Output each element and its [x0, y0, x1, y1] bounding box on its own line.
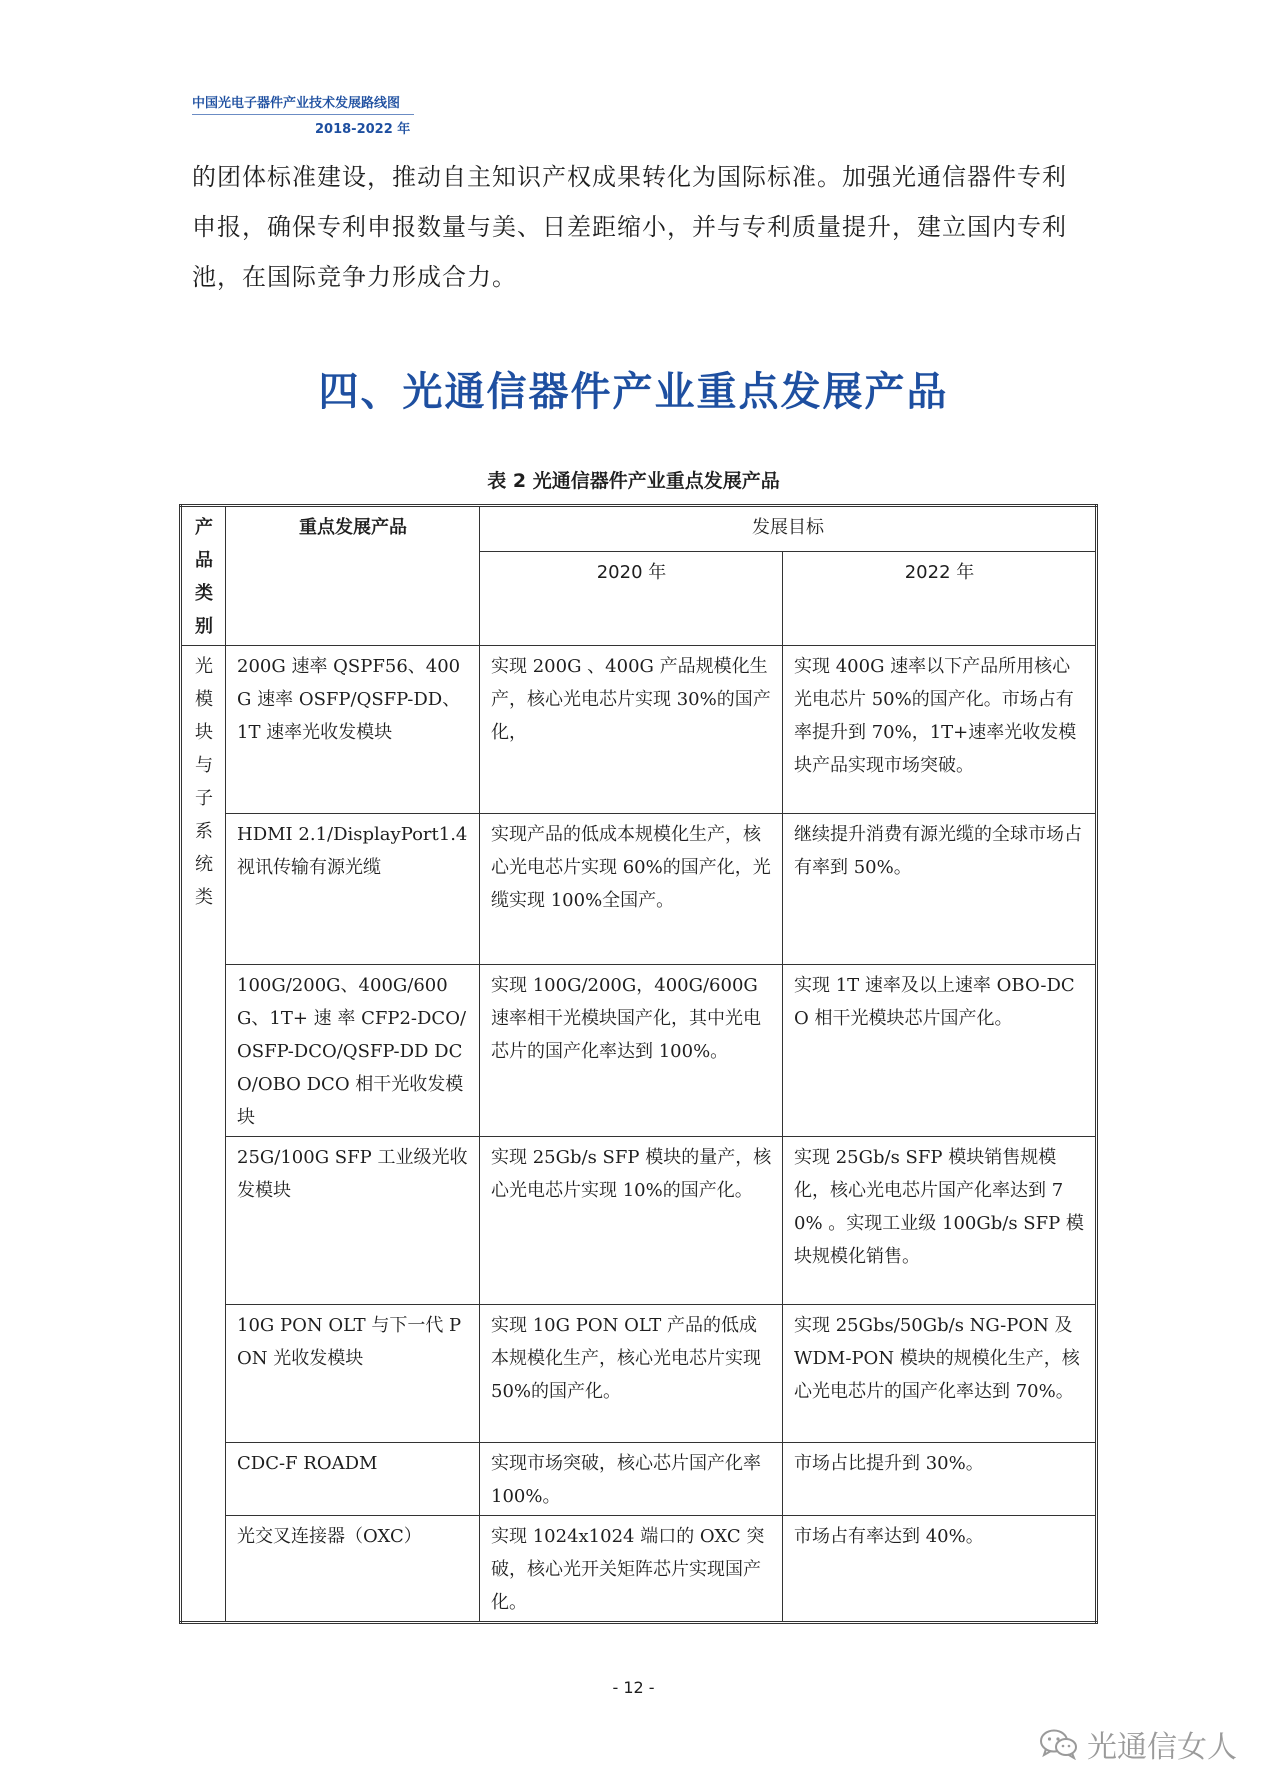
document-header — [192, 92, 414, 137]
table-row — [181, 1443, 1097, 1516]
goal-2022-cell: 实现 25Gb/s SFP 模块销售规模化，核心光电芯片国产化率达到 70% 。实现工业级 100Gb/s SFP 模块规模化销售。 — [783, 1137, 1097, 1305]
header-title: 中国光电子器件产业技术发展路线图 — [192, 92, 414, 115]
header-category: 产品类别 — [181, 506, 226, 646]
product-cell: HDMI 2.1/DisplayPort1.4 视讯传输有源光缆 — [226, 814, 480, 965]
header-year-2022: 2022 年 — [783, 551, 1097, 645]
product-cell: 25G/100G SFP 工业级光收发模块 — [226, 1137, 480, 1305]
paragraph-line: 的团体标准建设，推动自主知识产权成果转化为国际标准。加强光通信器件专利 — [192, 163, 1067, 191]
table-caption: 表 2 光通信器件产业重点发展产品 — [487, 470, 780, 492]
category-cell: 光模块与子系统类 — [181, 646, 226, 1623]
goal-2022-cell: 实现 1T 速率及以上速率 OBO-DCO 相干光模块芯片国产化。 — [783, 965, 1097, 1137]
header-goal: 发展目标 — [480, 506, 1097, 552]
products-table — [179, 504, 1098, 1624]
goal-2022-cell: 市场占有率达到 40%。 — [783, 1516, 1097, 1623]
section-title: 四、光通信器件产业重点发展产品 — [318, 369, 949, 415]
goal-2020-cell: 实现市场突破，核心芯片国产化率 100%。 — [480, 1443, 783, 1516]
goal-2022-cell: 继续提升消费有源光缆的全球市场占有率到 50%。 — [783, 814, 1097, 965]
goal-2020-cell: 实现 200G 、400G 产品规模化生产，核心光电芯片实现 30%的国产化， — [480, 646, 783, 814]
table-row — [181, 646, 1097, 814]
watermark — [1039, 1722, 1237, 1766]
product-cell: 200G 速率 QSPF56、400G 速率 OSFP/QSFP-DD、1T 速率光收发模块 — [226, 646, 480, 814]
goal-2020-cell: 实现 1024x1024 端口的 OXC 突破，核心光开关矩阵芯片实现国产化。 — [480, 1516, 783, 1623]
paragraph-line: 池，在国际竞争力形成合力。 — [192, 263, 517, 291]
table-row — [181, 1305, 1097, 1443]
product-cell: 10G PON OLT 与下一代 PON 光收发模块 — [226, 1305, 480, 1443]
goal-2020-cell: 实现 25Gb/s SFP 模块的量产，核心光电芯片实现 10%的国产化。 — [480, 1137, 783, 1305]
goal-2020-cell: 实现产品的低成本规模化生产，核心光电芯片实现 60%的国产化，光缆实现 100%全国产。 — [480, 814, 783, 965]
goal-2022-cell: 市场占比提升到 30%。 — [783, 1443, 1097, 1516]
goal-2022-cell: 实现 25Gbs/50Gb/s NG-PON 及 WDM-PON 模块的规模化生产，核心光电芯片的国产化率达到 70%。 — [783, 1305, 1097, 1443]
header-years: 2018-2022 年 — [315, 122, 411, 137]
wechat-icon — [1039, 1728, 1079, 1760]
table-row — [181, 1516, 1097, 1623]
product-cell: 光交叉连接器（OXC） — [226, 1516, 480, 1623]
table-row — [181, 814, 1097, 965]
page-number: - 12 - — [612, 1678, 655, 1697]
product-cell: 100G/200G、400G/600G、1T+ 速 率 CFP2-DCO/OSFP-DCO/QSFP-DD DCO/OBO DCO 相干光收发模块 — [226, 965, 480, 1137]
goal-2020-cell: 实现 100G/200G，400G/600G 速率相干光模块国产化，其中光电芯片的国产化率达到 100%。 — [480, 965, 783, 1137]
goal-2022-cell: 实现 400G 速率以下产品所用核心光电芯片 50%的国产化。市场占有率提升到 70%，1T+速率光收发模块产品实现市场突破。 — [783, 646, 1097, 814]
table-row — [181, 1137, 1097, 1305]
product-cell: CDC-F ROADM — [226, 1443, 480, 1516]
paragraph-line: 申报，确保专利申报数量与美、日差距缩小，并与专利质量提升，建立国内专利 — [192, 213, 1067, 241]
header-year-2020: 2020 年 — [480, 551, 783, 645]
table-header-row — [181, 506, 1097, 552]
header-product: 重点发展产品 — [226, 506, 480, 646]
table-row — [181, 965, 1097, 1137]
body-paragraph — [192, 152, 1080, 302]
goal-2020-cell: 实现 10G PON OLT 产品的低成本规模化生产，核心光电芯片实现 50%的国产化。 — [480, 1305, 783, 1443]
watermark-text: 光通信女人 — [1087, 1730, 1237, 1765]
